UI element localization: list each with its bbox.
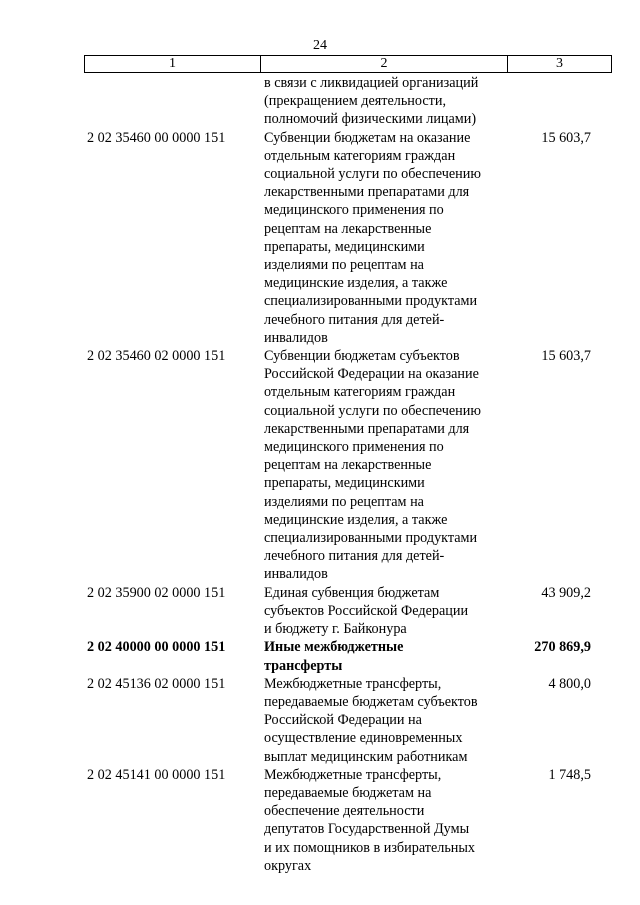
budget-item-name-line: инвалидов bbox=[264, 329, 328, 346]
budget-item-name-line: Субвенции бюджетам на оказание bbox=[264, 129, 471, 146]
budget-item-name bbox=[259, 638, 505, 674]
budget-item-name-line: Иные межбюджетные bbox=[264, 639, 404, 656]
budget-item-name-line: депутатов Государственной Думы bbox=[264, 821, 470, 838]
budget-item-name-line: выплат медицинским работникам bbox=[264, 748, 468, 765]
budget-amount: 1 748,5 bbox=[548, 766, 591, 783]
budget-item-name-line: передаваемые бюджетам субъектов bbox=[264, 693, 478, 710]
budget-amount: 15 603,7 bbox=[541, 348, 591, 365]
budget-item-name-line: субъектов Российской Федерации bbox=[264, 602, 469, 619]
budget-item-name-line: Межбюджетные трансферты, bbox=[264, 766, 442, 783]
table-row bbox=[84, 129, 608, 347]
budget-item-name-line: Субвенции бюджетам субъектов bbox=[264, 348, 460, 365]
budget-code: 2 02 45136 02 0000 151 bbox=[87, 675, 226, 692]
budget-item-name-line: препараты, медицинскими bbox=[264, 475, 425, 492]
budget-item-name bbox=[259, 584, 505, 639]
budget-code: 2 02 35460 02 0000 151 bbox=[87, 348, 226, 365]
budget-item-name-line: в связи с ликвидацией организаций bbox=[264, 75, 479, 91]
budget-item-name-line: медицинского применения по bbox=[264, 202, 444, 219]
budget-item-name-line: Российской Федерации на оказание bbox=[264, 366, 479, 383]
budget-item-name-line: и их помощников в избирательных bbox=[264, 839, 476, 856]
table-row bbox=[84, 638, 608, 674]
budget-item-name-line: изделиями по рецептам на bbox=[264, 493, 424, 510]
budget-item-name-line: обеспечение деятельности bbox=[264, 803, 425, 820]
budget-item-name-line: отдельным категориям граждан bbox=[264, 384, 456, 401]
budget-code: 2 02 40000 00 0000 151 bbox=[87, 639, 226, 656]
budget-item-name-line: Российской Федерации на bbox=[264, 712, 422, 729]
budget-item-name-line: полномочий физическими лицами) bbox=[264, 111, 477, 128]
budget-item-name-line: медицинские изделия, а также bbox=[264, 511, 448, 528]
budget-item-name-line: медицинского применения по bbox=[264, 439, 444, 456]
budget-code: 2 02 45141 00 0000 151 bbox=[87, 766, 226, 783]
table-row bbox=[84, 675, 608, 766]
budget-item-name-line: рецептам на лекарственные bbox=[264, 220, 432, 237]
budget-item-name-line: рецептам на лекарственные bbox=[264, 457, 432, 474]
budget-item-name bbox=[259, 347, 505, 584]
budget-item-name-line: отдельным категориям граждан bbox=[264, 147, 456, 164]
page-number: 24 bbox=[313, 38, 327, 53]
budget-item-name-line: лекарственными препаратами для bbox=[264, 184, 470, 201]
column-header-row bbox=[85, 56, 612, 73]
budget-item-name-line: инвалидов bbox=[264, 566, 328, 583]
budget-item-name bbox=[259, 74, 505, 129]
column-header-table bbox=[84, 55, 612, 73]
table-row bbox=[84, 347, 608, 584]
budget-item-name-line: лекарственными препаратами для bbox=[264, 420, 470, 437]
column-header-name: 2 bbox=[261, 56, 508, 73]
budget-item-name-line: трансферты bbox=[264, 657, 343, 674]
budget-item-name-line: и бюджету г. Байконура bbox=[264, 621, 407, 638]
budget-item-name-line: медицинские изделия, а также bbox=[264, 275, 448, 292]
budget-item-name-line: передаваемые бюджетам на bbox=[264, 784, 432, 801]
budget-amount: 4 800,0 bbox=[548, 675, 591, 692]
budget-item-name bbox=[259, 766, 505, 875]
budget-amount: 43 909,2 bbox=[541, 584, 591, 601]
budget-item-name-line: осуществление единовременных bbox=[264, 730, 463, 747]
budget-item-name-line: специализированными продуктами bbox=[264, 530, 478, 547]
budget-amount: 270 869,9 bbox=[534, 639, 591, 656]
budget-item-name-line: Межбюджетные трансферты, bbox=[264, 675, 442, 692]
budget-item-name-line: (прекращением деятельности, bbox=[264, 93, 446, 110]
budget-item-name bbox=[259, 675, 505, 766]
budget-item-name-line: социальной услуги по обеспечению bbox=[264, 402, 481, 419]
column-header-sum: 3 bbox=[508, 56, 612, 73]
table-row bbox=[84, 584, 608, 639]
budget-code: 2 02 35460 00 0000 151 bbox=[87, 129, 226, 146]
budget-item-name-line: специализированными продуктами bbox=[264, 293, 478, 310]
budget-item-name-line: лечебного питания для детей- bbox=[264, 311, 445, 328]
budget-item-name-line: социальной услуги по обеспечению bbox=[264, 166, 481, 183]
budget-item-name-line: Единая субвенция бюджетам bbox=[264, 584, 440, 601]
budget-table-body bbox=[84, 74, 608, 875]
budget-code: 2 02 35900 02 0000 151 bbox=[87, 584, 226, 601]
budget-amount: 15 603,7 bbox=[541, 129, 591, 146]
budget-item-name-line: изделиями по рецептам на bbox=[264, 257, 424, 274]
budget-item-name bbox=[259, 129, 505, 347]
budget-item-name-line: препараты, медицинскими bbox=[264, 238, 425, 255]
column-header-code: 1 bbox=[85, 56, 261, 73]
table-row bbox=[84, 766, 608, 875]
table-row bbox=[84, 74, 608, 129]
budget-item-name-line: округах bbox=[264, 857, 312, 874]
budget-item-name-line: лечебного питания для детей- bbox=[264, 548, 445, 565]
